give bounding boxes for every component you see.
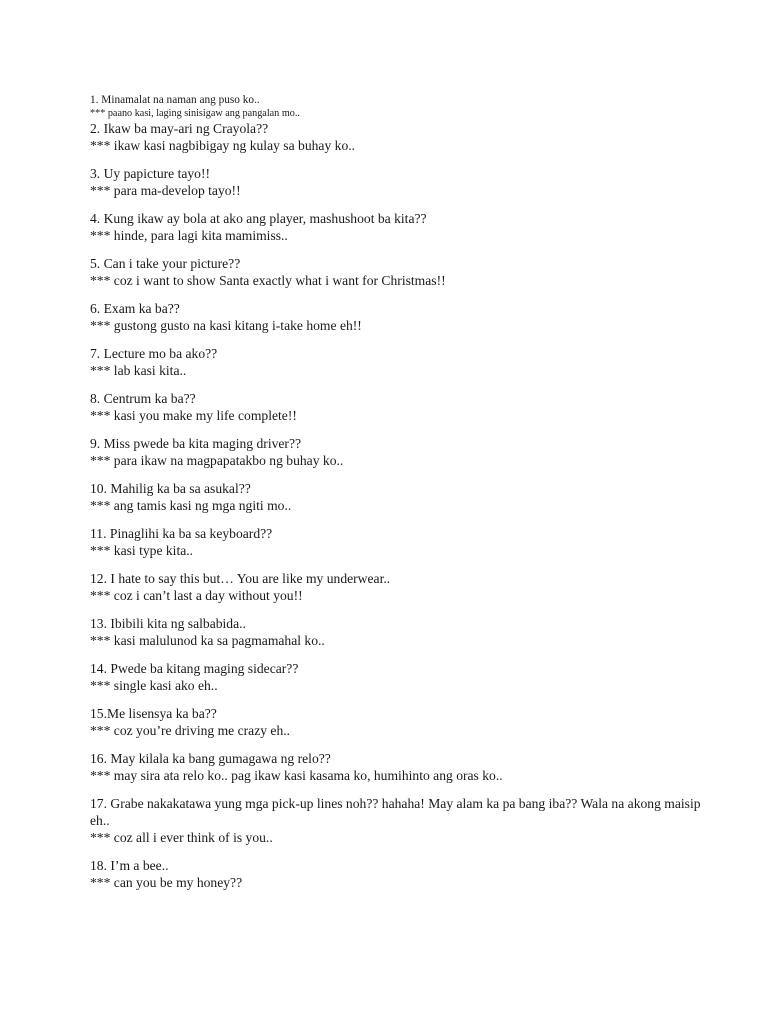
line-question: 9. Miss pwede ba kita maging driver?? [90,436,302,451]
line-answer: *** paano kasi, laging sinisigaw ang pangalan mo.. [90,108,300,119]
pickup-line-10 [90,480,710,514]
line-question: 7. Lecture mo ba ako?? [90,346,218,361]
document-page [90,93,710,902]
line-answer: *** para ma-develop tayo!! [90,183,241,198]
pickup-line-8 [90,390,710,424]
line-question: 1. Minamalat na naman ang puso ko.. [90,94,260,106]
line-answer: *** para ikaw na magpapatakbo ng buhay ko.. [90,453,344,468]
line-question: 13. Ibibili kita ng salbabida.. [90,616,246,631]
pickup-line-12 [90,570,710,604]
pickup-line-7 [90,345,710,379]
pickup-line-13 [90,615,710,649]
line-question: 18. I’m a bee.. [90,858,169,873]
line-question: 15.Me lisensya ka ba?? [90,706,217,721]
line-question: 4. Kung ikaw ay bola at ako ang player, mashushoot ba kita?? [90,211,427,226]
line-question: 5. Can i take your picture?? [90,256,241,271]
line-answer: *** coz i can’t last a day without you!! [90,588,303,603]
line-answer: *** kasi you make my life complete!! [90,408,297,423]
line-question: 6. Exam ka ba?? [90,301,180,316]
line-answer: *** coz i want to show Santa exactly what i want for Christmas!! [90,273,446,288]
line-question: 8. Centrum ka ba?? [90,391,196,406]
line-answer: *** ang tamis kasi ng mga ngiti mo.. [90,498,292,513]
pickup-line-2 [90,120,710,154]
pickup-line-15 [90,705,710,739]
pickup-line-9 [90,435,710,469]
line-answer: *** coz you’re driving me crazy eh.. [90,723,291,738]
line-answer: *** ikaw kasi nagbibigay ng kulay sa buhay ko.. [90,138,356,153]
line-question: 14. Pwede ba kitang maging sidecar?? [90,661,299,676]
pickup-line-17 [90,795,710,846]
line-answer: *** can you be my honey?? [90,875,243,890]
line-question: 11. Pinaglihi ka ba sa keyboard?? [90,526,273,541]
pickup-line-4 [90,210,710,244]
line-question: 3. Uy papicture tayo!! [90,166,211,181]
line-answer: *** kasi type kita.. [90,543,194,558]
pickup-line-6 [90,300,710,334]
line-question: 2. Ikaw ba may-ari ng Crayola?? [90,121,269,136]
line-answer: *** kasi malulunod ka sa pagmamahal ko.. [90,633,325,648]
line-answer: *** coz all i ever think of is you.. [90,830,273,845]
line-answer: *** may sira ata relo ko.. pag ikaw kasi kasama ko, humihinto ang oras ko.. [90,768,503,783]
line-answer: *** hinde, para lagi kita mamimiss.. [90,228,288,243]
line-question: 12. I hate to say this but… You are like my underwear.. [90,571,391,586]
line-answer: *** gustong gusto na kasi kitang i-take home eh!! [90,318,362,333]
line-question: 10. Mahilig ka ba sa asukal?? [90,481,251,496]
line-question: 16. May kilala ka bang gumagawa ng relo?? [90,751,331,766]
pickup-line-11 [90,525,710,559]
line-question: 17. Grabe nakakatawa yung mga pick-up lines noh?? hahaha! May alam ka pa bang iba?? Wala na akong maisip eh.. [90,796,701,828]
pickup-line-1 [90,93,710,120]
pickup-line-5 [90,255,710,289]
pickup-line-14 [90,660,710,694]
pickup-line-18 [90,857,710,891]
pickup-line-16 [90,750,710,784]
line-answer: *** single kasi ako eh.. [90,678,218,693]
pickup-line-3 [90,165,710,199]
line-answer: *** lab kasi kita.. [90,363,187,378]
